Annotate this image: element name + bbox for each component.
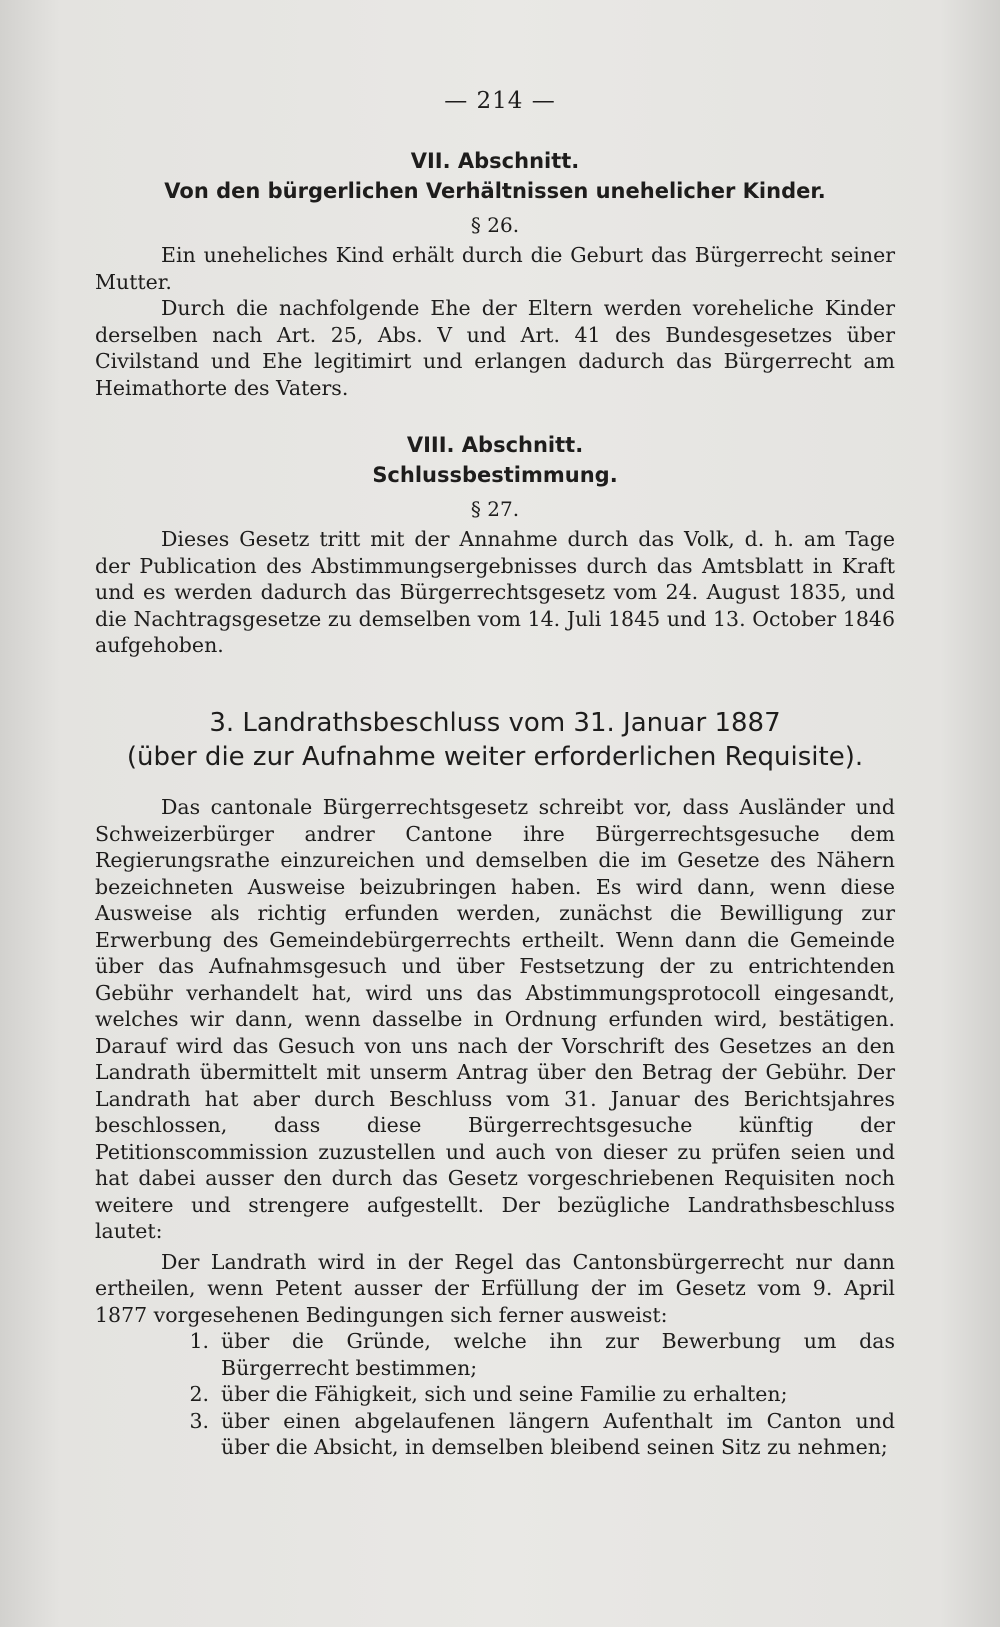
paragraph: Dieses Gesetz tritt mit der Annahme durch das Volk, d. h. am Tage der Publication des Abstimmungsergebnisses durch das Amtsblatt in Kraft und es werden dadurch das Bürgerrechtsgesetz vom 24. August 1835, und die Nachtragsgesetze zu demselben vom 14. Juli 1845 und 13. October 1846 aufgehoben.	[95, 527, 895, 657]
paragraph: Ein uneheliches Kind erhält durch die Geburt das Bürgerrecht seiner Mutter.	[95, 243, 895, 294]
section-vii-title: VII. Abschnitt.	[410, 149, 580, 173]
paragraph: Durch die nachfolgende Ehe der Eltern werden voreheliche Kinder derselben nach Art. 25, Abs. V und Art. 41 des Bundesgesetzes über Civilstand und Ehe legitimirt und erlangen dadurch das Bürgerrecht am Heimathorte des Vaters.	[95, 296, 895, 400]
list-item-number: 1.	[189, 1329, 209, 1353]
paragraph-mark-26: § 26.	[470, 213, 520, 237]
list-item-text: über die Fähigkeit, sich und seine Familie zu erhalten;	[221, 1382, 788, 1406]
part-3-heading-line2: (über die zur Aufnahme weiter erforderlichen Requisite).	[126, 742, 864, 772]
list-item-text: über die Gründe, welche ihn zur Bewerbung um das Bürgerrecht bestimmen;	[221, 1329, 895, 1380]
list-item-text: über einen abgelaufenen längern Aufenthalt im Canton und über die Absicht, in demselben bleibend seinen Sitz zu nehmen;	[221, 1408, 895, 1459]
list-item	[95, 1381, 895, 1408]
list-item	[95, 1408, 895, 1461]
list-item-number: 3.	[189, 1408, 209, 1433]
section-vii-subtitle: Von den bürgerlichen Verhältnissen unehelicher Kinder.	[164, 179, 826, 203]
page-number: — 214 —	[444, 88, 556, 114]
paragraph: Das cantonale Bürgerrechtsgesetz schreibt vor, dass Ausländer und Schweizerbürger andrer Cantone ihre Bürgerrechtsgesuche dem Regierungsrathe einzureichen und demselben die im Gesetze des Nähern bezeichneten Ausweise beizubringen haben. Es wird dann, wenn diese Ausweise als richtig erfunden werden, zunächst die Bewilligung zur Erwerbung des Gemeindebürgerrechts ertheilt. Wenn dann die Gemeinde über das Aufnahmsgesuch und über Festsetzung der zu entrichtenden Gebühr verhandelt hat, wird uns das Abstimmungsprotocoll eingesandt, welches wir dann, wenn dasselbe in Ordnung erfunden wird, bestätigen. Darauf wird das Gesuch von uns nach der Vorschrift des Gesetzes an den Landrath übermittelt mit unserm Antrag über den Betrag der Gebühr. Der Landrath hat aber durch Beschluss vom 31. Januar des Berichtsjahres beschlossen, dass diese Bürgerrechtsgesuche künftig der Petitionscommission zuzustellen und auch von dieser zu prüfen seien und hat dabei ausser den durch das Gesetz vorgeschriebenen Requisiten noch weitere und strengere aufgestellt. Der bezügliche Landrathsbeschluss lautet:	[95, 795, 895, 1243]
part-3-heading-line1: 3. Landrathsbeschluss vom 31. Januar 1887	[209, 708, 781, 738]
part-3	[95, 706, 895, 1461]
paragraph-mark-27: § 27.	[470, 497, 520, 521]
section-viii	[95, 430, 895, 659]
list-item	[95, 1328, 895, 1381]
section-vii	[95, 146, 895, 401]
list-item-number: 2.	[189, 1382, 209, 1406]
section-viii-title: VIII. Abschnitt.	[406, 433, 584, 457]
section-viii-subtitle: Schlussbestimmung.	[372, 463, 618, 487]
paragraph: Der Landrath wird in der Regel das Cantonsbürgerrecht nur dann ertheilen, wenn Petent ausser der Erfüllung der im Gesetz vom 9. April 1877 vorgesehenen Bedingungen sich ferner ausweist:	[95, 1249, 895, 1327]
